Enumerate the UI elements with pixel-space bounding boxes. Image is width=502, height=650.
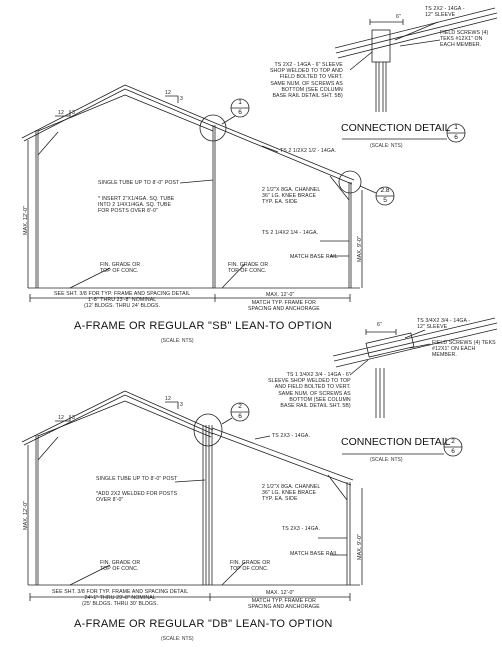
detail-circle-b xyxy=(339,171,361,193)
bubble-a-top-sheet: 6 xyxy=(238,109,242,116)
connection-scale-bottom: (SCALE: NTS) xyxy=(370,457,403,463)
pitch-left-bottom: 12 xyxy=(58,415,64,421)
detail-bubble-top-sheet: 6 xyxy=(454,134,458,141)
grade-right-bottom: FIN. GRADE OR TOP OF CONC. xyxy=(230,560,271,573)
connection-scale-top: (SCALE: NTS) xyxy=(370,143,403,149)
detail-bubble-bottom-sheet: 6 xyxy=(451,448,455,455)
dim-12-top: MAX. 12'-0" xyxy=(266,292,295,298)
channel-note-top: 2 1/2"X 8GA. CHANNEL 36" LG. KNEE BRACE TYP. EA. SIDE xyxy=(262,187,321,206)
bubble-a-bottom-num: 2 xyxy=(238,403,242,410)
dim-12-bottom: MAX. 12'-0" xyxy=(266,590,295,596)
top-frame-elevation xyxy=(22,85,394,302)
detail-bubble-bottom-num: 2 xyxy=(451,438,455,445)
ts-rafter-top: TS 2 1/2X2 1/2 - 14GA. xyxy=(280,148,337,154)
max-left-top: MAX. 12'-0" xyxy=(23,206,29,235)
field-screws-top: FIELD SCREWS (4) TEKS #12X1" ON EACH MEMBER. xyxy=(440,30,489,49)
match-typ-top: MATCH TYP. FRAME FOR SPACING AND ANCHORAGE xyxy=(248,300,320,313)
field-screws-bottom: FIELD SCREWS (4) TEKS #12X1" ON EACH MEMBER. xyxy=(432,340,496,359)
pitch-right-top: 12 xyxy=(165,90,171,96)
pitch-left-rise-top: 3 xyxy=(72,110,75,116)
grade-left-top: FIN. GRADE OR TOP OF CONC. xyxy=(100,262,141,275)
see-sht-top: SEE SHT. 3/8 FOR TYP. FRAME AND SPACING DETAIL 1'-8" THRU 23'-8" NOMINAL (12' BLDGS. THRU 24' BLDGS. xyxy=(54,291,191,310)
dim-6-top: 6" xyxy=(396,14,401,20)
grade-right-top: FIN. GRADE OR TOP OF CONC. xyxy=(228,262,269,275)
match-typ-bottom: MATCH TYP. FRAME FOR SPACING AND ANCHORAGE xyxy=(248,598,320,611)
sleeve-label-bottom: TS 3/4X2 3/4 - 14GA - 12" SLEEVE xyxy=(417,318,471,331)
match-base-bottom: MATCH BASE RAIL xyxy=(290,551,338,557)
pitch-left-rise-bottom: 3 xyxy=(72,415,75,421)
bubble-a-bottom-sheet: 6 xyxy=(238,413,242,420)
max-right-top: MAX. 9'-0" xyxy=(357,236,363,262)
pitch-left-top: 12 xyxy=(58,110,64,116)
connection-title-bottom: CONNECTION DETAIL xyxy=(341,436,451,448)
scale-bottom: (SCALE: NTS) xyxy=(161,636,194,642)
title-top: A-FRAME OR REGULAR "SB" LEAN-TO OPTION xyxy=(74,320,332,332)
ts-rafter-bottom: TS 2X3 - 14GA. xyxy=(272,433,311,439)
bubble-b-top-num: 2.8 xyxy=(380,187,390,194)
match-base-top: MATCH BASE RAIL xyxy=(290,254,338,260)
sleeve-note-bottom: TS 1 3/4X2 3/4 - 14GA - 6" SLEEVE SHOP WELDED TO TOP AND FIELD BOLTED TO VERT. SAME NUM. OF SCREWS AS BOTTOM (SEE COLUMN BASE RAIL DETAIL SHT. 5B) xyxy=(268,372,351,410)
title-bottom: A-FRAME OR REGULAR "DB" LEAN-TO OPTION xyxy=(74,618,333,630)
detail-bubble-top-num: 1 xyxy=(454,124,458,131)
dim-6-bottom: 6" xyxy=(377,322,382,328)
ts-post-top: TS 2 1/4X2 1/4 - 14GA. xyxy=(262,230,319,236)
sleeve-note-top: TS 2X2 - 14GA - 6" SLEEVE SHOP WELDED TO TOP AND FIELD BOLTED TO VERT. SAME NUM. OF SCREWS AS BOTTOM (SEE COLUMN BASE RAIL DETAIL SHT. 5B) xyxy=(270,62,343,100)
max-right-bottom: MAX. 9'-0" xyxy=(357,534,363,560)
pitch-right-rise-top: 3 xyxy=(180,96,183,102)
single-tube-bottom: SINGLE TUBE UP TO 8'-0" POST xyxy=(96,476,178,482)
grade-left-bottom: FIN. GRADE OR TOP OF CONC. xyxy=(100,560,141,573)
bubble-b-top-sheet: 5 xyxy=(383,197,387,204)
single-tube-top: SINGLE TUBE UP TO 8'-0" POST xyxy=(98,180,180,186)
see-sht-bottom: SEE SHT. 3/8 FOR TYP. FRAME AND SPACING DETAIL 24'-1" THRU 29'-8" NOMINAL (25' BLDGS. THRU 30' BLDGS. xyxy=(52,589,189,608)
channel-note-bottom: 2 1/2"X 8GA. CHANNEL 36" LG. KNEE BRACE TYP. EA. SIDE xyxy=(262,484,321,503)
connection-title-top: CONNECTION DETAIL xyxy=(341,122,451,134)
pitch-right-bottom: 12 xyxy=(165,396,171,402)
max-left-bottom: MAX. 12'-0" xyxy=(23,501,29,530)
pitch-right-rise-bottom: 3 xyxy=(180,402,183,408)
sleeve-label-top: TS 2X2 - 14GA - 12" SLEEVE xyxy=(425,6,465,19)
bubble-a-top-num: 1 xyxy=(238,99,242,106)
ts-post-bottom: TS 2X3 - 14GA. xyxy=(282,526,321,532)
scale-top: (SCALE: NTS) xyxy=(161,338,194,344)
insert-note-bottom: *ADD 2X2 WELDED FOR POSTS OVER 8'-0" xyxy=(96,491,178,504)
insert-note-top: * INSERT 2"X1/4GA. SQ. TUBE INTO 2 1/4X1/4GA. SQ. TUBE FOR POSTS OVER 8'-0" xyxy=(98,196,175,215)
